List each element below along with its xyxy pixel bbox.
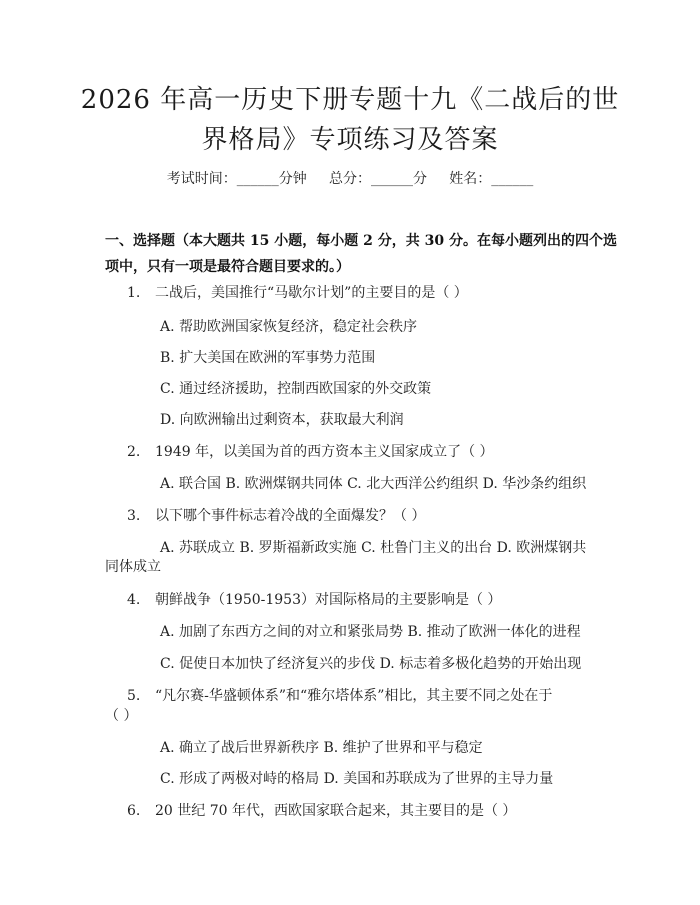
question-1 [105, 282, 468, 302]
section-heading-line-2: 项中，只有一项是最符合题目要求的。） [105, 259, 350, 275]
question-5-options-cd: C. 形成了两极对峙的格局 D. 美国和苏联成为了世界的主导力量 [160, 771, 554, 787]
question-3-options: A. 苏联成立 B. 罗斯福新政实施 C. 杜鲁门主义的出台 D. 欧洲煤钢共 [160, 540, 587, 556]
question-number: 5. [127, 688, 141, 704]
question-text: “凡尔赛-华盛顿体系”和“雅尔塔体系”相比，其主要不同之处在于 [155, 688, 553, 704]
question-1-option-c: C. 通过经济援助，控制西欧国家的外交政策 [160, 381, 432, 397]
document-title [80, 80, 620, 160]
question-number: 3. [127, 508, 141, 524]
section-heading-line-1: 一、选择题（本大题共 15 小题，每小题 2 分，共 30 分。在每小题列出的四个选 [105, 233, 617, 249]
question-1-option-b: B. 扩大美国在欧洲的军事势力范围 [160, 350, 376, 366]
question-5 [105, 685, 552, 705]
question-text: 朝鲜战争（1950-1953）对国际格局的主要影响是（ ） [155, 592, 502, 608]
question-4-options-ab: A. 加剧了东西方之间的对立和紧张局势 B. 推动了欧洲一体化的进程 [160, 624, 581, 640]
question-6 [105, 800, 516, 820]
exam-info-line: 考试时间：______分钟 总分：______分 姓名：______ [166, 171, 534, 187]
title-line-1: 2026 年高一历史下册专题十九《二战后的世 [80, 85, 620, 115]
section-heading [105, 228, 617, 280]
question-3 [105, 505, 425, 525]
question-number: 6. [127, 803, 141, 819]
question-number: 4. [127, 592, 141, 608]
question-2-options: A. 联合国 B. 欧洲煤钢共同体 C. 北大西洋公约组织 D. 华沙条约组织 [160, 476, 587, 492]
question-number: 1. [127, 285, 141, 301]
question-3-options-continued: 同体成立 [105, 559, 161, 575]
question-5-text-continued: （ ） [105, 708, 138, 724]
question-text: 20 世纪 70 年代，西欧国家联合起来，其主要目的是（ ） [155, 803, 517, 819]
question-text: 二战后，美国推行“马歇尔计划”的主要目的是（ ） [155, 285, 468, 301]
question-1-option-d: D. 向欧洲输出过剩资本，获取最大利润 [160, 412, 404, 428]
question-number: 2. [127, 444, 141, 460]
question-5-options-ab: A. 确立了战后世界新秩序 B. 维护了世界和平与稳定 [160, 740, 483, 756]
question-2 [105, 441, 494, 461]
question-4 [105, 589, 501, 609]
question-4-options-cd: C. 促使日本加快了经济复兴的步伐 D. 标志着多极化趋势的开始出现 [160, 656, 582, 672]
question-text: 1949 年，以美国为首的西方资本主义国家成立了（ ） [155, 444, 494, 460]
question-text: 以下哪个事件标志着冷战的全面爆发？（ ） [155, 508, 426, 524]
question-1-option-a: A. 帮助欧洲国家恢复经济，稳定社会秩序 [160, 319, 418, 335]
title-line-2: 界格局》专项练习及答案 [201, 125, 499, 155]
